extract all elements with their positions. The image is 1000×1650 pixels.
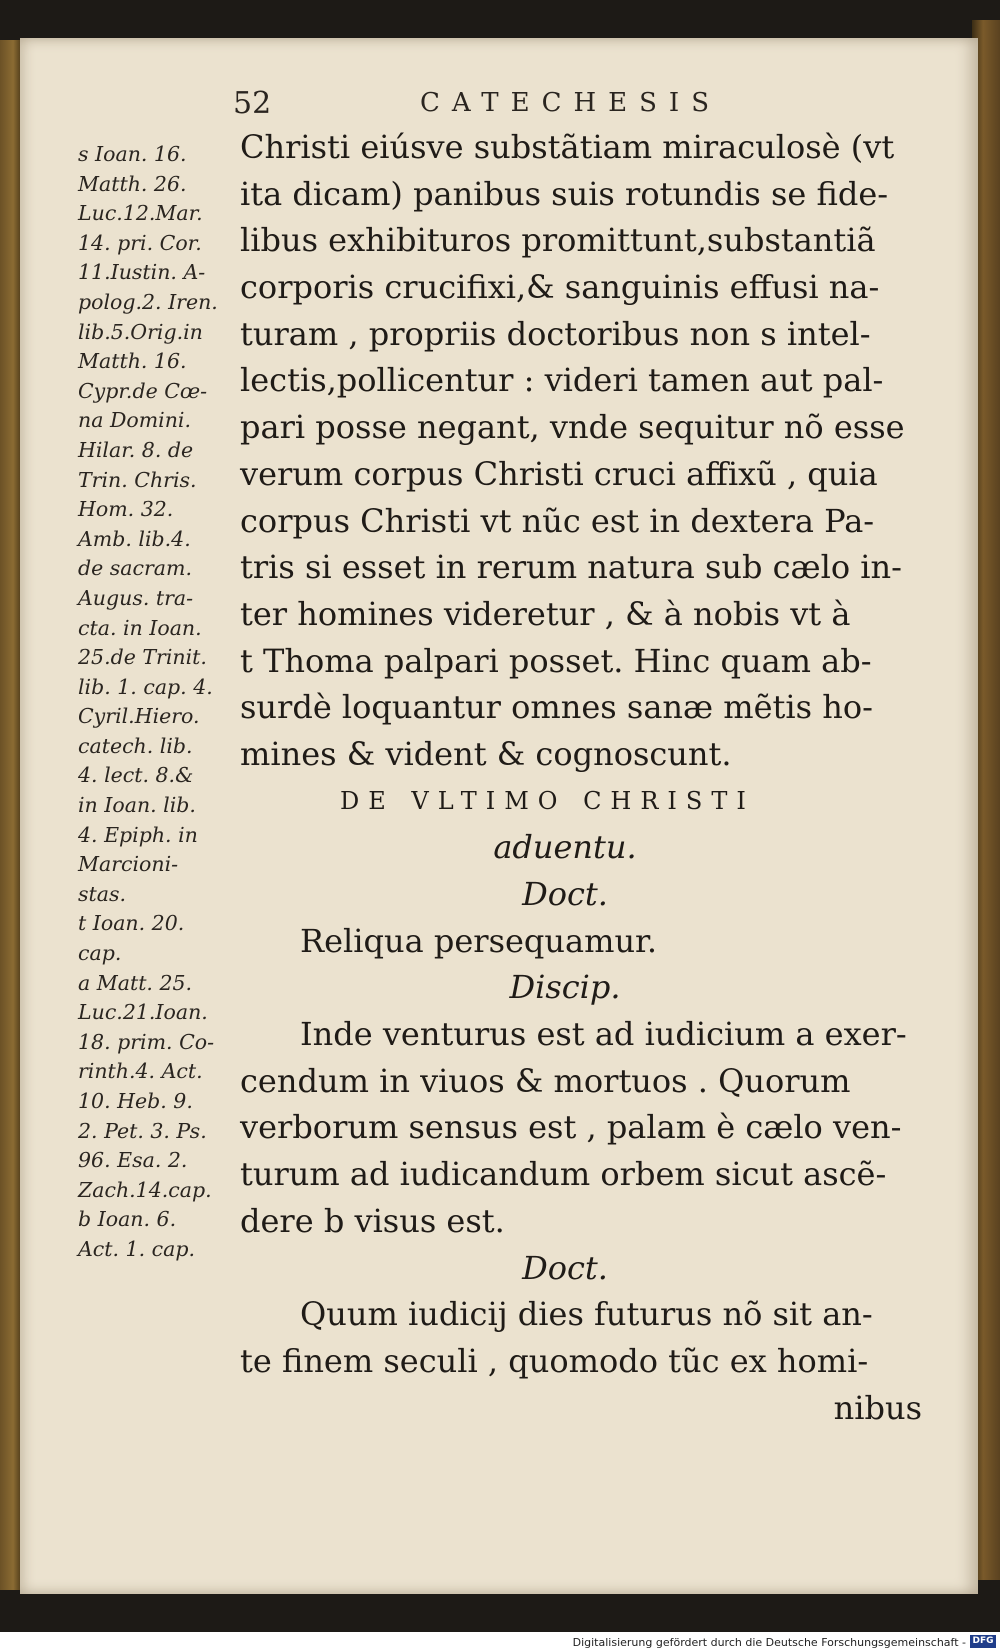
margin-note-line: catech. lib. — [78, 733, 193, 758]
margin-note-line: 25.de Trinit. — [78, 645, 207, 670]
margin-note-line: 14. pri. Cor. — [78, 230, 202, 255]
text-line: ter homines videretur , & à nobis vt à — [240, 594, 851, 633]
text-line: mines & vident & cognoscunt. — [240, 734, 732, 773]
text-line: aduentu. — [493, 828, 637, 867]
text-line: te finem seculi , quomodo tũc ex homi- — [240, 1341, 869, 1380]
margin-note-line: Amb. lib.4. — [78, 526, 191, 551]
margin-note-line: cta. in Ioan. — [78, 615, 202, 640]
text-line: Reliqua persequamur. — [300, 921, 657, 960]
footer-strip — [0, 1632, 1000, 1650]
margin-note-line: Luc.21.Ioan. — [78, 1000, 208, 1025]
margin-note-line: a Matt. 25. — [78, 970, 193, 995]
page-number: 52 — [233, 86, 272, 121]
margin-note-line: stas. — [78, 881, 127, 906]
text-line: cendum in viuos & mortuos . Quorum — [240, 1061, 851, 1100]
text-line: t Thoma palpari posset. Hinc quam ab- — [240, 641, 872, 680]
text-line: corpus Christi vt nũc est in dextera Pa- — [240, 501, 875, 540]
margin-note-line: cap. — [78, 941, 122, 966]
margin-note-line: Luc.12.Mar. — [78, 201, 203, 226]
margin-note-line: s Ioan. 16. — [78, 142, 187, 166]
margin-note-line: Hom. 32. — [78, 497, 174, 522]
text-line: nibus — [833, 1388, 922, 1427]
text-line: dere b visus est. — [240, 1201, 505, 1240]
text-line: corporis crucifixi,& sanguinis effusi na- — [240, 268, 880, 307]
margin-note-line: t Ioan. 20. — [78, 911, 185, 936]
margin-note-line: 18. prim. Co- — [78, 1029, 215, 1054]
margin-note-line: Matth. 26. — [78, 171, 187, 196]
text-line: Doct. — [522, 1248, 608, 1287]
text-line: ita dicam) panibus suis rotundis se fide- — [240, 174, 889, 213]
book-binding-left — [0, 40, 22, 1590]
margin-note-line: in Ioan. lib. — [78, 793, 196, 818]
margin-note-line: rinth.4. Act. — [78, 1059, 203, 1084]
margin-notes — [78, 140, 238, 1265]
text-line: turum ad iudicandum orbem sicut ascẽ- — [240, 1155, 887, 1194]
margin-note-line: Hilar. 8. de — [78, 437, 194, 462]
margin-note-line: Augus. tra- — [78, 585, 194, 610]
text-line: pari posse negant, vnde sequitur nõ esse — [240, 408, 905, 447]
text-line: Inde venturus est ad iudicium a exer- — [300, 1015, 907, 1054]
margin-note-line: 96. Esa. 2. — [78, 1148, 188, 1173]
text-line: surdè loquantur omnes sanæ mẽtis ho- — [240, 688, 873, 727]
text-line: verum corpus Christi cruci affixũ , quia — [240, 454, 878, 493]
text-line: Discip. — [509, 968, 621, 1007]
text-line: verborum sensus est , palam è cælo ven- — [240, 1108, 902, 1147]
text-line: tris si esset in rerum natura sub cælo in- — [240, 548, 902, 587]
text-line: libus exhibituros promittunt,substantiã — [240, 221, 876, 260]
margin-note-line: Trin. Chris. — [78, 467, 197, 492]
margin-note-line: de sacram. — [78, 556, 192, 581]
text-line: Christi eiúsve substãtiam miraculosè (vt — [240, 128, 895, 166]
margin-note-line: Matth. 16. — [78, 349, 187, 374]
text-line: DE VLTIMO CHRISTI — [340, 786, 755, 815]
margin-note-line: 2. Pet. 3. Ps. — [78, 1118, 207, 1143]
margin-note-line: lib. 1. cap. 4. — [78, 674, 213, 699]
margin-note-line: 4. lect. 8.& — [78, 763, 194, 788]
margin-note-line: Act. 1. cap. — [78, 1236, 195, 1261]
dfg-logo: DFG — [970, 1635, 996, 1648]
margin-note-line: na Domini. — [78, 408, 191, 433]
running-title: CATECHESIS — [420, 88, 722, 118]
text-line: Quum iudicij dies futurus nõ sit an- — [300, 1295, 873, 1334]
margin-note-line: Marcioni- — [78, 852, 179, 877]
margin-note-line: 4. Epiph. in — [78, 822, 198, 847]
margin-note-line: Zach.14.cap. — [78, 1177, 212, 1202]
margin-note-line: 10. Heb. 9. — [78, 1089, 193, 1113]
text-line: Doct. — [522, 875, 608, 913]
funding-note: Digitalisierung gefördert durch die Deutsche Forschungsgemeinschaft - — [572, 1636, 966, 1649]
margin-note-line: Cyril.Hiero. — [78, 704, 200, 729]
text-line: lectis,pollicentur : videri tamen aut pal- — [240, 361, 884, 400]
text-line: turam , propriis doctoribus non s intel- — [240, 314, 871, 353]
margin-note-line: Cypr.de Cœ- — [78, 378, 208, 403]
margin-note-line: polog.2. Iren. — [78, 289, 218, 314]
main-text — [240, 124, 930, 1431]
margin-note-line: 11.Iustin. A- — [78, 260, 206, 285]
margin-note-line: b Ioan. 6. — [78, 1207, 177, 1232]
margin-note-line: lib.5.Orig.in — [78, 319, 203, 344]
